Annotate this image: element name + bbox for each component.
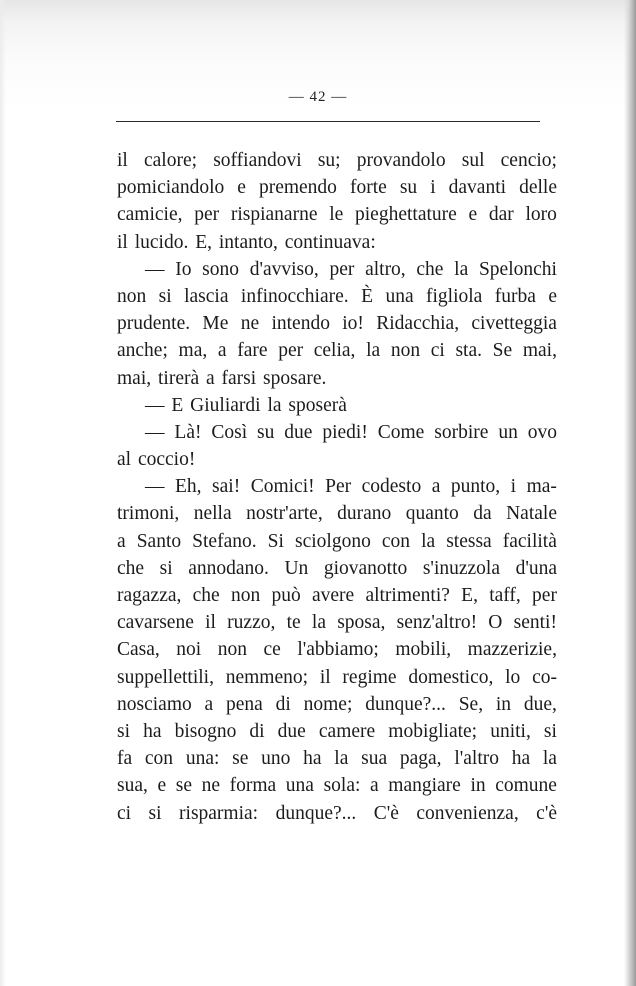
word: può — [271, 585, 301, 606]
word: i — [510, 476, 517, 498]
word: Come — [377, 421, 425, 443]
word: di — [249, 720, 265, 742]
word: l'altro — [454, 748, 499, 770]
word: la — [334, 748, 349, 770]
text-line — [117, 664, 557, 691]
text-line — [117, 337, 557, 364]
text-line: al coccio! — [117, 449, 196, 471]
word: non — [390, 340, 421, 362]
word: delle — [519, 177, 557, 199]
word: ci — [430, 340, 445, 362]
word: Per — [325, 476, 352, 498]
word: dunque?... — [275, 802, 357, 824]
word: rispianarne — [230, 204, 318, 226]
word: premendo — [258, 177, 337, 199]
page-left-shadow — [0, 0, 6, 986]
word: — — [145, 258, 165, 280]
word: piedi! — [322, 421, 368, 443]
word: comune — [495, 775, 557, 797]
word: Santo — [136, 530, 182, 552]
word: ha — [143, 720, 162, 742]
word: trimoni, — [117, 503, 180, 525]
word: ma, — [178, 340, 208, 362]
word: È — [361, 285, 374, 307]
word: civetteggia — [471, 313, 557, 335]
text-line — [117, 636, 557, 663]
word: nella — [193, 503, 232, 525]
word: Comici! — [250, 476, 315, 498]
word: ovo — [527, 421, 557, 443]
word: annodano. — [188, 557, 269, 579]
word: convenienza, — [416, 802, 519, 824]
body-text — [117, 147, 557, 827]
text-line — [117, 256, 557, 283]
word: avere — [311, 585, 355, 606]
word: che — [117, 557, 145, 579]
word: il — [319, 666, 331, 688]
word: d'avviso, — [249, 258, 319, 280]
word: mobigliate; — [388, 720, 478, 742]
word: giovanotto — [323, 557, 408, 579]
word: le — [329, 204, 344, 226]
text-line — [117, 555, 557, 582]
text-line — [117, 745, 557, 772]
word: Eh, — [175, 476, 202, 498]
text-line — [117, 419, 557, 446]
word: pena — [226, 693, 263, 715]
word: per — [532, 585, 557, 606]
text-line — [117, 174, 557, 201]
word: quanto — [405, 503, 459, 525]
word: furba — [494, 285, 536, 307]
word: Me — [202, 313, 229, 335]
word: il — [117, 150, 128, 171]
word: se — [175, 775, 192, 797]
word: una: — [185, 748, 220, 770]
word: noi — [176, 639, 202, 661]
word: che — [192, 585, 220, 606]
word: per — [329, 258, 355, 280]
word: i — [430, 177, 436, 199]
word: fare — [237, 340, 268, 362]
word: su — [399, 177, 418, 199]
word: non — [117, 285, 147, 307]
word: ne — [240, 313, 260, 335]
word: Così — [211, 421, 248, 443]
word: una — [285, 775, 314, 797]
word: un — [498, 421, 518, 443]
word: soffiandovi — [213, 150, 302, 171]
page-right-edge — [624, 0, 636, 986]
word: lo — [505, 666, 521, 688]
word: intendo — [271, 313, 330, 335]
word: sorbire — [434, 421, 489, 443]
word: anche; — [117, 340, 168, 362]
word: codesto — [361, 476, 422, 498]
word: ha — [511, 748, 531, 770]
word: ce — [263, 639, 281, 661]
text-line — [117, 147, 557, 174]
word: E, — [461, 585, 478, 606]
word: sai! — [212, 476, 241, 498]
word: con — [144, 748, 174, 770]
word: figliola — [426, 285, 483, 307]
word: da — [473, 503, 492, 525]
word: la — [454, 258, 469, 280]
word: ma- — [526, 476, 557, 498]
word: sul — [461, 150, 485, 171]
word: nome; — [303, 693, 353, 715]
word: bisogno — [174, 720, 237, 742]
word: Stefano. — [192, 530, 257, 552]
word: a — [431, 476, 441, 498]
word: davanti — [448, 177, 507, 199]
word: il — [205, 612, 216, 634]
word: io! — [342, 313, 364, 335]
word: camere — [318, 720, 376, 742]
text-line — [117, 283, 557, 310]
word: Ridacchia, — [376, 313, 460, 335]
word: co- — [532, 666, 557, 688]
word: uniti, — [490, 720, 531, 742]
word: — — [145, 421, 165, 443]
word: ruzzo, — [227, 612, 276, 634]
word: su — [257, 421, 275, 443]
word: sposa, — [337, 612, 386, 634]
word: sciolgono — [294, 530, 371, 552]
word: due — [284, 421, 313, 443]
word: facilità — [502, 530, 557, 552]
word: di — [275, 693, 291, 715]
word: paga, — [399, 748, 442, 770]
text-line — [117, 473, 557, 500]
word: s'inuzzola — [422, 557, 500, 579]
word: risparmia: — [179, 802, 259, 824]
word: c'è — [536, 802, 557, 824]
word: punto, — [450, 476, 501, 498]
word: ragazza, — [117, 585, 182, 606]
page-number: — 42 — — [288, 89, 348, 105]
word: si — [158, 285, 172, 307]
word: Si — [267, 530, 284, 552]
text-line: — E Giuliardi la sposerà — [145, 394, 347, 416]
word: nosciamo — [117, 693, 192, 715]
word: in — [495, 693, 512, 715]
word: domestico, — [408, 666, 494, 688]
word: e — [548, 285, 557, 307]
word: nostr'arte, — [246, 503, 323, 525]
word: in — [470, 775, 486, 797]
word: a — [370, 775, 379, 797]
word: durano — [337, 503, 392, 525]
word: Natale — [506, 503, 557, 525]
word: la — [311, 612, 326, 634]
text-line — [117, 500, 557, 527]
word: pomiciandolo — [117, 177, 225, 199]
text-line: il lucido. E, intanto, continuava: — [117, 231, 376, 253]
word: fa — [117, 748, 133, 770]
word: regime — [342, 666, 397, 688]
word: a — [117, 530, 126, 552]
word: si — [117, 720, 131, 742]
word: mobili, — [395, 639, 452, 661]
word: O — [488, 612, 503, 634]
word: ne — [201, 775, 221, 797]
word: si — [159, 557, 173, 579]
word: provandolo — [356, 150, 446, 171]
word: due, — [523, 693, 557, 715]
word: mai, — [522, 340, 557, 362]
word: la — [366, 340, 381, 362]
word: C'è — [373, 802, 399, 824]
word: stessa — [446, 530, 492, 552]
text-line — [117, 582, 557, 609]
word: loro — [525, 204, 557, 226]
word: a — [217, 340, 227, 362]
word: — — [145, 476, 165, 498]
text-line — [117, 772, 557, 799]
word: su; — [317, 150, 341, 171]
text-line — [117, 691, 557, 718]
word: altro, — [365, 258, 406, 280]
word: che — [416, 258, 444, 280]
word: e — [157, 775, 167, 797]
word: Un — [284, 557, 309, 579]
word: camicie, — [117, 204, 183, 226]
word: se — [232, 748, 249, 770]
text-line — [117, 800, 557, 827]
word: mazzerizie, — [467, 639, 557, 661]
text-line: mai, tirerà a farsi sposare. — [117, 367, 327, 389]
word: infinocchiare. — [240, 285, 349, 307]
word: Là! — [174, 421, 202, 443]
word: sono — [202, 258, 239, 280]
word: Se, — [458, 693, 484, 715]
word: sta. — [455, 340, 483, 362]
word: uno — [261, 748, 291, 770]
word: suppellettili, — [117, 666, 214, 688]
word: per — [278, 340, 304, 362]
word: e — [468, 204, 478, 226]
word: dar — [488, 204, 514, 226]
word: cencio; — [500, 150, 557, 171]
word: l'abbiamo; — [297, 639, 379, 661]
word: forte — [349, 177, 387, 199]
word: per — [194, 204, 220, 226]
word: a — [204, 693, 214, 715]
word: sua — [361, 748, 388, 770]
word: cavarsene — [117, 612, 194, 634]
word: la — [421, 530, 436, 552]
word: te — [286, 612, 301, 634]
word: senz'altro! — [396, 612, 478, 634]
word: Se — [492, 340, 513, 362]
word: Io — [175, 258, 192, 280]
word: sola: — [323, 775, 361, 797]
text-line — [117, 310, 557, 337]
word: mangiare — [388, 775, 461, 797]
word: non — [230, 585, 261, 606]
header-rule — [116, 121, 540, 122]
word: sua, — [117, 775, 148, 797]
text-line — [117, 528, 557, 555]
word: pieghettature — [355, 204, 457, 226]
word: dunque?... — [365, 693, 446, 715]
word: ci — [117, 802, 132, 824]
word: e — [237, 177, 246, 199]
word: celia, — [313, 340, 356, 362]
word: Spelonchi — [478, 258, 557, 280]
text-line — [117, 718, 557, 745]
word: si — [148, 802, 162, 824]
word: una — [385, 285, 414, 307]
word: ha — [303, 748, 322, 770]
word: calore; — [144, 150, 198, 171]
word: prudente. — [117, 313, 191, 335]
word: la — [542, 748, 557, 770]
word: taff, — [489, 585, 521, 606]
word: due — [277, 720, 306, 742]
word: d'una — [515, 557, 557, 579]
word: con — [381, 530, 411, 552]
word: Casa, — [117, 639, 160, 661]
word: lascia — [184, 285, 229, 307]
text-line — [117, 609, 557, 636]
word: nemmeno; — [225, 666, 309, 688]
word: forma — [229, 775, 277, 797]
word: altrimenti? — [365, 585, 450, 606]
word: si — [543, 720, 557, 742]
word: senti! — [513, 612, 557, 634]
text-line — [117, 201, 557, 228]
word: non — [217, 639, 247, 661]
